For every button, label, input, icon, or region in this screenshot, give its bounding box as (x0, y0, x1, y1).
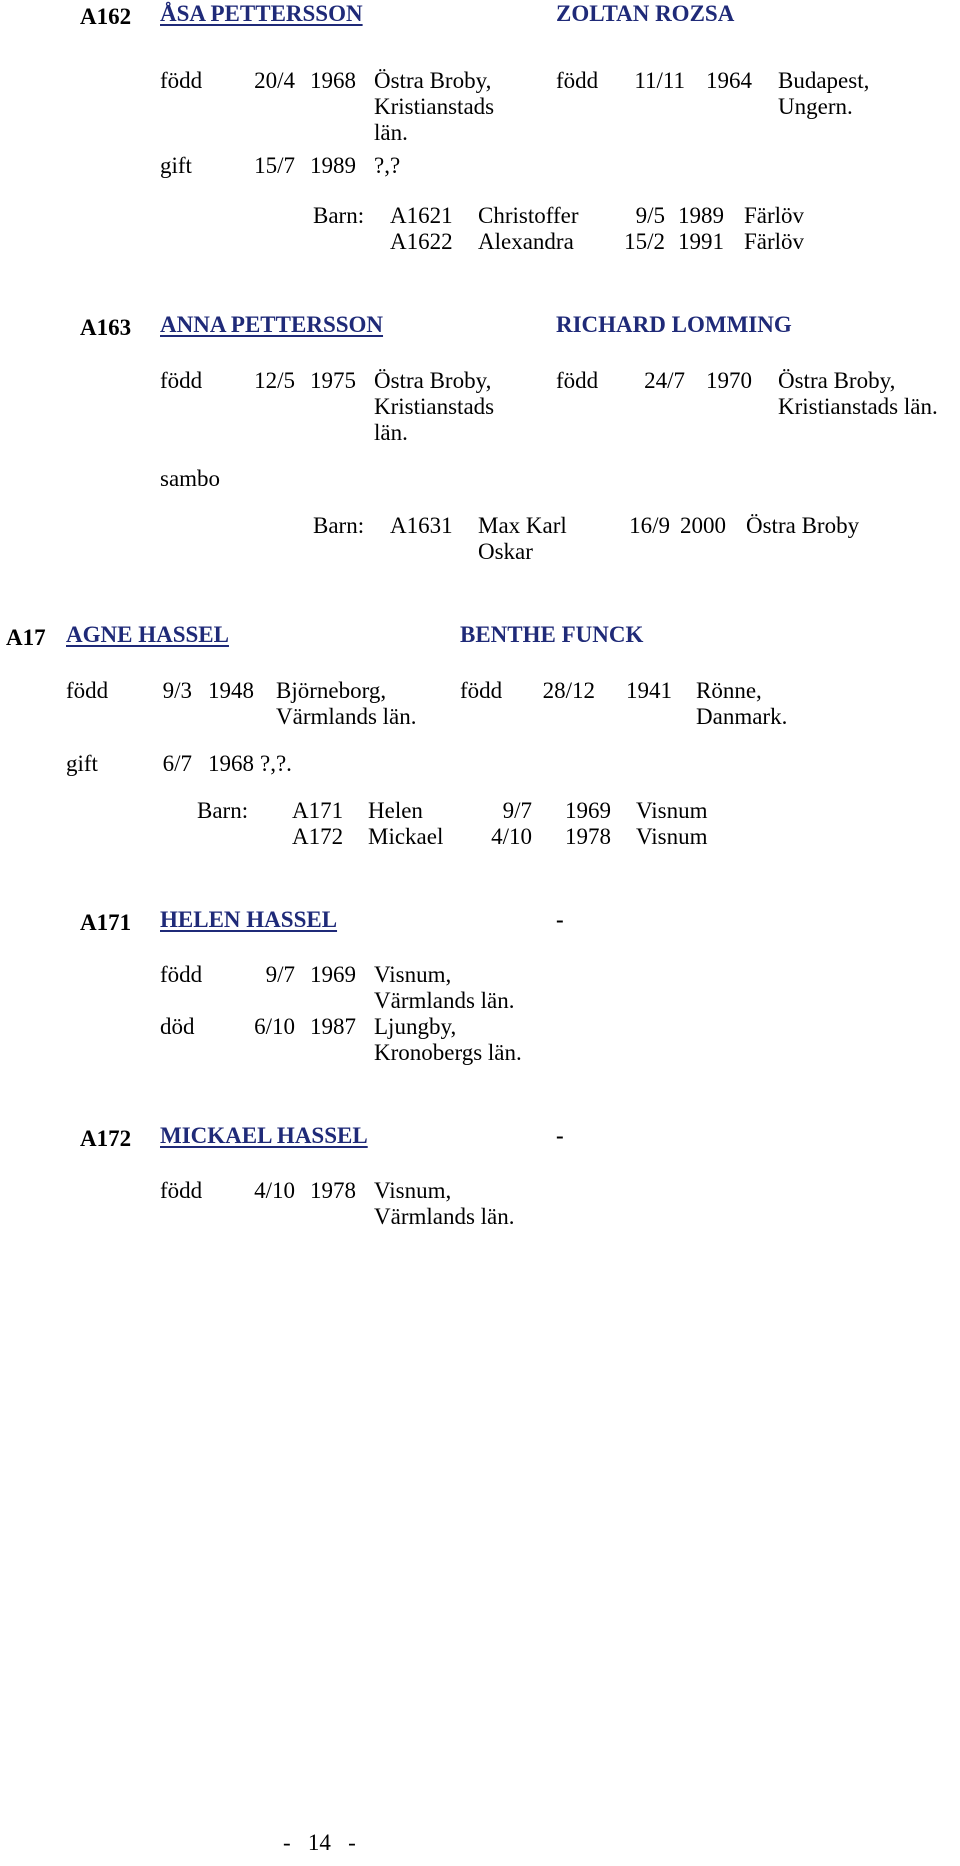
person-name-right: ZOLTAN ROZSA (556, 1, 735, 26)
birth-place-line: län. (374, 120, 408, 145)
birth-label: född (160, 962, 203, 987)
child-name: Alexandra (478, 229, 574, 254)
child-id: A171 (292, 798, 344, 823)
child-name: Mickael (368, 824, 444, 849)
child-id: A1622 (390, 229, 453, 254)
birth-date: 24/7 (644, 368, 685, 393)
death-place-line: Ljungby, (374, 1014, 457, 1039)
marriage-label: gift (160, 153, 192, 178)
birth-year: 1970 (706, 368, 752, 393)
child-name-line: Oskar (478, 539, 533, 564)
birth-date: 20/4 (254, 68, 295, 93)
spouse-placeholder: - (556, 907, 564, 932)
birth-date: 9/7 (265, 962, 295, 987)
birth-year: 1941 (626, 678, 672, 703)
birth-place-line: Budapest, (778, 68, 870, 93)
death-year: 1987 (310, 1014, 356, 1039)
entry-id: A162 (80, 4, 132, 29)
child-year: 1991 (678, 229, 724, 254)
page-number: - 14 - (283, 1830, 356, 1855)
birth-label: född (556, 68, 599, 93)
child-place: Östra Broby (746, 513, 860, 538)
birth-place-line: Kristianstads län. (778, 394, 938, 419)
relation-label: sambo (160, 466, 221, 491)
birth-year: 1978 (310, 1178, 356, 1203)
person-name-right: RICHARD LOMMING (556, 312, 792, 337)
birth-date: 4/10 (254, 1178, 295, 1203)
birth-year: 1975 (310, 368, 356, 393)
marriage-place: ?,? (374, 153, 401, 178)
child-id: A1631 (390, 513, 453, 538)
marriage-year: 1989 (310, 153, 356, 178)
entry-id: A172 (80, 1126, 132, 1151)
birth-place-line: Ungern. (778, 94, 853, 119)
marriage-year: 1968 (208, 751, 254, 776)
birth-place-line: län. (374, 420, 408, 445)
person-name-right: BENTHE FUNCK (460, 622, 644, 647)
children-label: Barn: (313, 513, 365, 538)
birth-place-line: Värmlands län. (276, 704, 417, 729)
child-date: 15/2 (624, 229, 665, 254)
birth-date: 28/12 (542, 678, 595, 703)
birth-label: född (160, 1178, 203, 1203)
birth-label: född (556, 368, 599, 393)
marriage-date: 6/7 (162, 751, 192, 776)
death-date: 6/10 (254, 1014, 295, 1039)
child-name: Helen (368, 798, 423, 823)
entry-id: A17 (6, 625, 46, 650)
birth-label: född (460, 678, 503, 703)
death-label: död (160, 1014, 195, 1039)
birth-place-line: Visnum, (374, 1178, 452, 1203)
person-name-left: ANNA PETTERSSON (160, 312, 384, 337)
child-name: Christoffer (478, 203, 579, 228)
birth-year: 1968 (310, 68, 356, 93)
child-date: 16/9 (629, 513, 670, 538)
birth-date: 9/3 (162, 678, 192, 703)
person-name-left: ÅSA PETTERSSON (160, 1, 363, 26)
birth-label: född (160, 68, 203, 93)
entry-id: A163 (80, 315, 132, 340)
child-year: 1978 (565, 824, 611, 849)
spouse-placeholder: - (556, 1123, 564, 1148)
child-place: Färlöv (744, 203, 805, 228)
birth-label: född (160, 368, 203, 393)
children-label: Barn: (197, 798, 249, 823)
person-name-left: HELEN HASSEL (160, 907, 338, 932)
child-date: 9/7 (502, 798, 532, 823)
person-name-left: MICKAEL HASSEL (160, 1123, 368, 1148)
child-date: 9/5 (635, 203, 665, 228)
birth-place-line: Kristianstads (374, 394, 495, 419)
child-place: Visnum (636, 798, 708, 823)
birth-year: 1969 (310, 962, 356, 987)
child-id: A1621 (390, 203, 453, 228)
marriage-label: gift (66, 751, 98, 776)
child-place: Visnum (636, 824, 708, 849)
birth-place-line: Östra Broby, (374, 368, 492, 393)
birth-year: 1948 (208, 678, 254, 703)
marriage-date: 15/7 (254, 153, 295, 178)
child-date: 4/10 (491, 824, 532, 849)
child-year: 2000 (680, 513, 726, 538)
child-place: Färlöv (744, 229, 805, 254)
entry-id: A171 (80, 910, 132, 935)
birth-place-line: Visnum, (374, 962, 452, 987)
marriage-place: ?,?. (260, 751, 292, 776)
child-year: 1969 (565, 798, 611, 823)
birth-place-line: Östra Broby, (374, 68, 492, 93)
birth-label: född (66, 678, 109, 703)
children-label: Barn: (313, 203, 365, 228)
birth-place-line: Björneborg, (276, 678, 387, 703)
birth-year: 1964 (706, 68, 752, 93)
death-place-line: Kronobergs län. (374, 1040, 522, 1065)
child-year: 1989 (678, 203, 724, 228)
birth-place-line: Rönne, (696, 678, 762, 703)
birth-place-line: Östra Broby, (778, 368, 896, 393)
birth-date: 11/11 (634, 68, 685, 93)
birth-place-line: Värmlands län. (374, 1204, 515, 1229)
birth-place-line: Danmark. (696, 704, 788, 729)
birth-date: 12/5 (254, 368, 295, 393)
child-name-line: Max Karl (478, 513, 567, 538)
birth-place-line: Värmlands län. (374, 988, 515, 1013)
person-name-left: AGNE HASSEL (66, 622, 229, 647)
child-id: A172 (292, 824, 344, 849)
birth-place-line: Kristianstads (374, 94, 495, 119)
